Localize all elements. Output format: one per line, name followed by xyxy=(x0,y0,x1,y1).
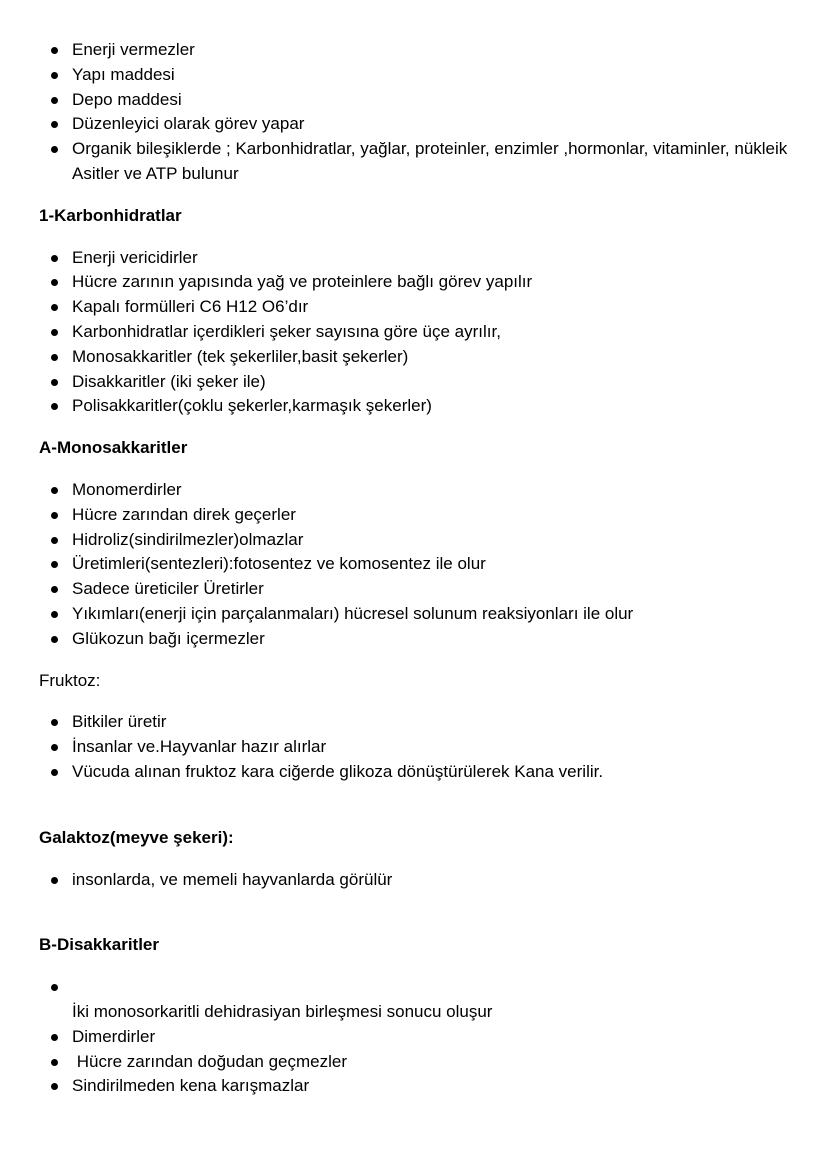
karbonhidratlar-list xyxy=(0,246,828,420)
list-item: İnsanlar ve.Hayvanlar hazır alırlar xyxy=(0,735,828,760)
list-item: Sindirilmeden kena karışmazlar xyxy=(0,1074,828,1099)
fruktoz-list xyxy=(0,710,828,784)
intro-list xyxy=(0,38,828,187)
list-item: Karbonhidratlar içerdikleri şeker sayısına göre üçe ayrılır, xyxy=(0,320,828,345)
list-item: Yapı maddesi xyxy=(0,63,828,88)
list-item: Vücuda alınan fruktoz kara ciğerde glikoza dönüştürülerek Kana verilir. xyxy=(0,760,828,785)
list-item: Bitkiler üretir xyxy=(0,710,828,735)
list-item: Disakkaritler (iki şeker ile) xyxy=(0,370,828,395)
list-item: Organik bileşiklerde ; Karbonhidratlar, yağlar, proteinler, enzimler ,hormonlar, vitaminler, nükleik Asitler ve ATP bulunur xyxy=(0,137,828,187)
section-heading-karbonhidratlar: 1-Karbonhidratlar xyxy=(39,205,182,225)
list-item: Kapalı formülleri C6 H12 O6’dır xyxy=(0,295,828,320)
section-heading-monosakkaritler: A-Monosakkaritler xyxy=(39,438,188,458)
section-heading-disakkaritler: B-Disakkaritler xyxy=(39,935,160,955)
galaktoz-list xyxy=(0,868,828,893)
list-item: Dimerdirler xyxy=(0,1025,828,1050)
list-item: Yıkımları(enerji için parçalanmaları) hücresel solunum reaksiyonları ile olur xyxy=(0,602,828,627)
list-item: Glükozun bağı içermezler xyxy=(0,627,828,652)
section-heading-galaktoz: Galaktoz(meyve şekeri): xyxy=(39,827,234,847)
disakkaritler-list xyxy=(0,975,828,1099)
list-item-text: İki monosorkaritli dehidrasiyan birleşmesi sonucu oluşur xyxy=(72,1001,493,1021)
list-item: Hidroliz(sindirilmezler)olmazlar xyxy=(0,528,828,553)
list-item: Monomerdirler xyxy=(0,478,828,503)
list-item: Polisakkaritler(çoklu şekerler,karmaşık şekerler) xyxy=(0,394,828,419)
section-heading-fruktoz: Fruktoz: xyxy=(39,670,101,690)
list-item: Enerji vericidirler xyxy=(0,246,828,271)
monosakkaritler-list xyxy=(0,478,828,652)
list-item: Hücre zarının yapısında yağ ve proteinlere bağlı görev yapılır xyxy=(0,270,828,295)
list-item: Hücre zarından direk geçerler xyxy=(0,503,828,528)
list-item: insonlarda, ve memeli hayvanlarda görülür xyxy=(0,868,828,893)
list-item: Düzenleyici olarak görev yapar xyxy=(0,112,828,137)
list-item: Enerji vermezler xyxy=(0,38,828,63)
list-item xyxy=(0,975,828,1025)
list-item: Depo maddesi xyxy=(0,88,828,113)
list-item: Sadece üreticiler Üretirler xyxy=(0,577,828,602)
list-item: Hücre zarından doğudan geçmezler xyxy=(0,1050,828,1075)
list-item: Üretimleri(sentezleri):fotosentez ve komosentez ile olur xyxy=(0,552,828,577)
list-item: Monosakkaritler (tek şekerliler,basit şekerler) xyxy=(0,345,828,370)
empty-bullet-line xyxy=(72,975,788,1000)
